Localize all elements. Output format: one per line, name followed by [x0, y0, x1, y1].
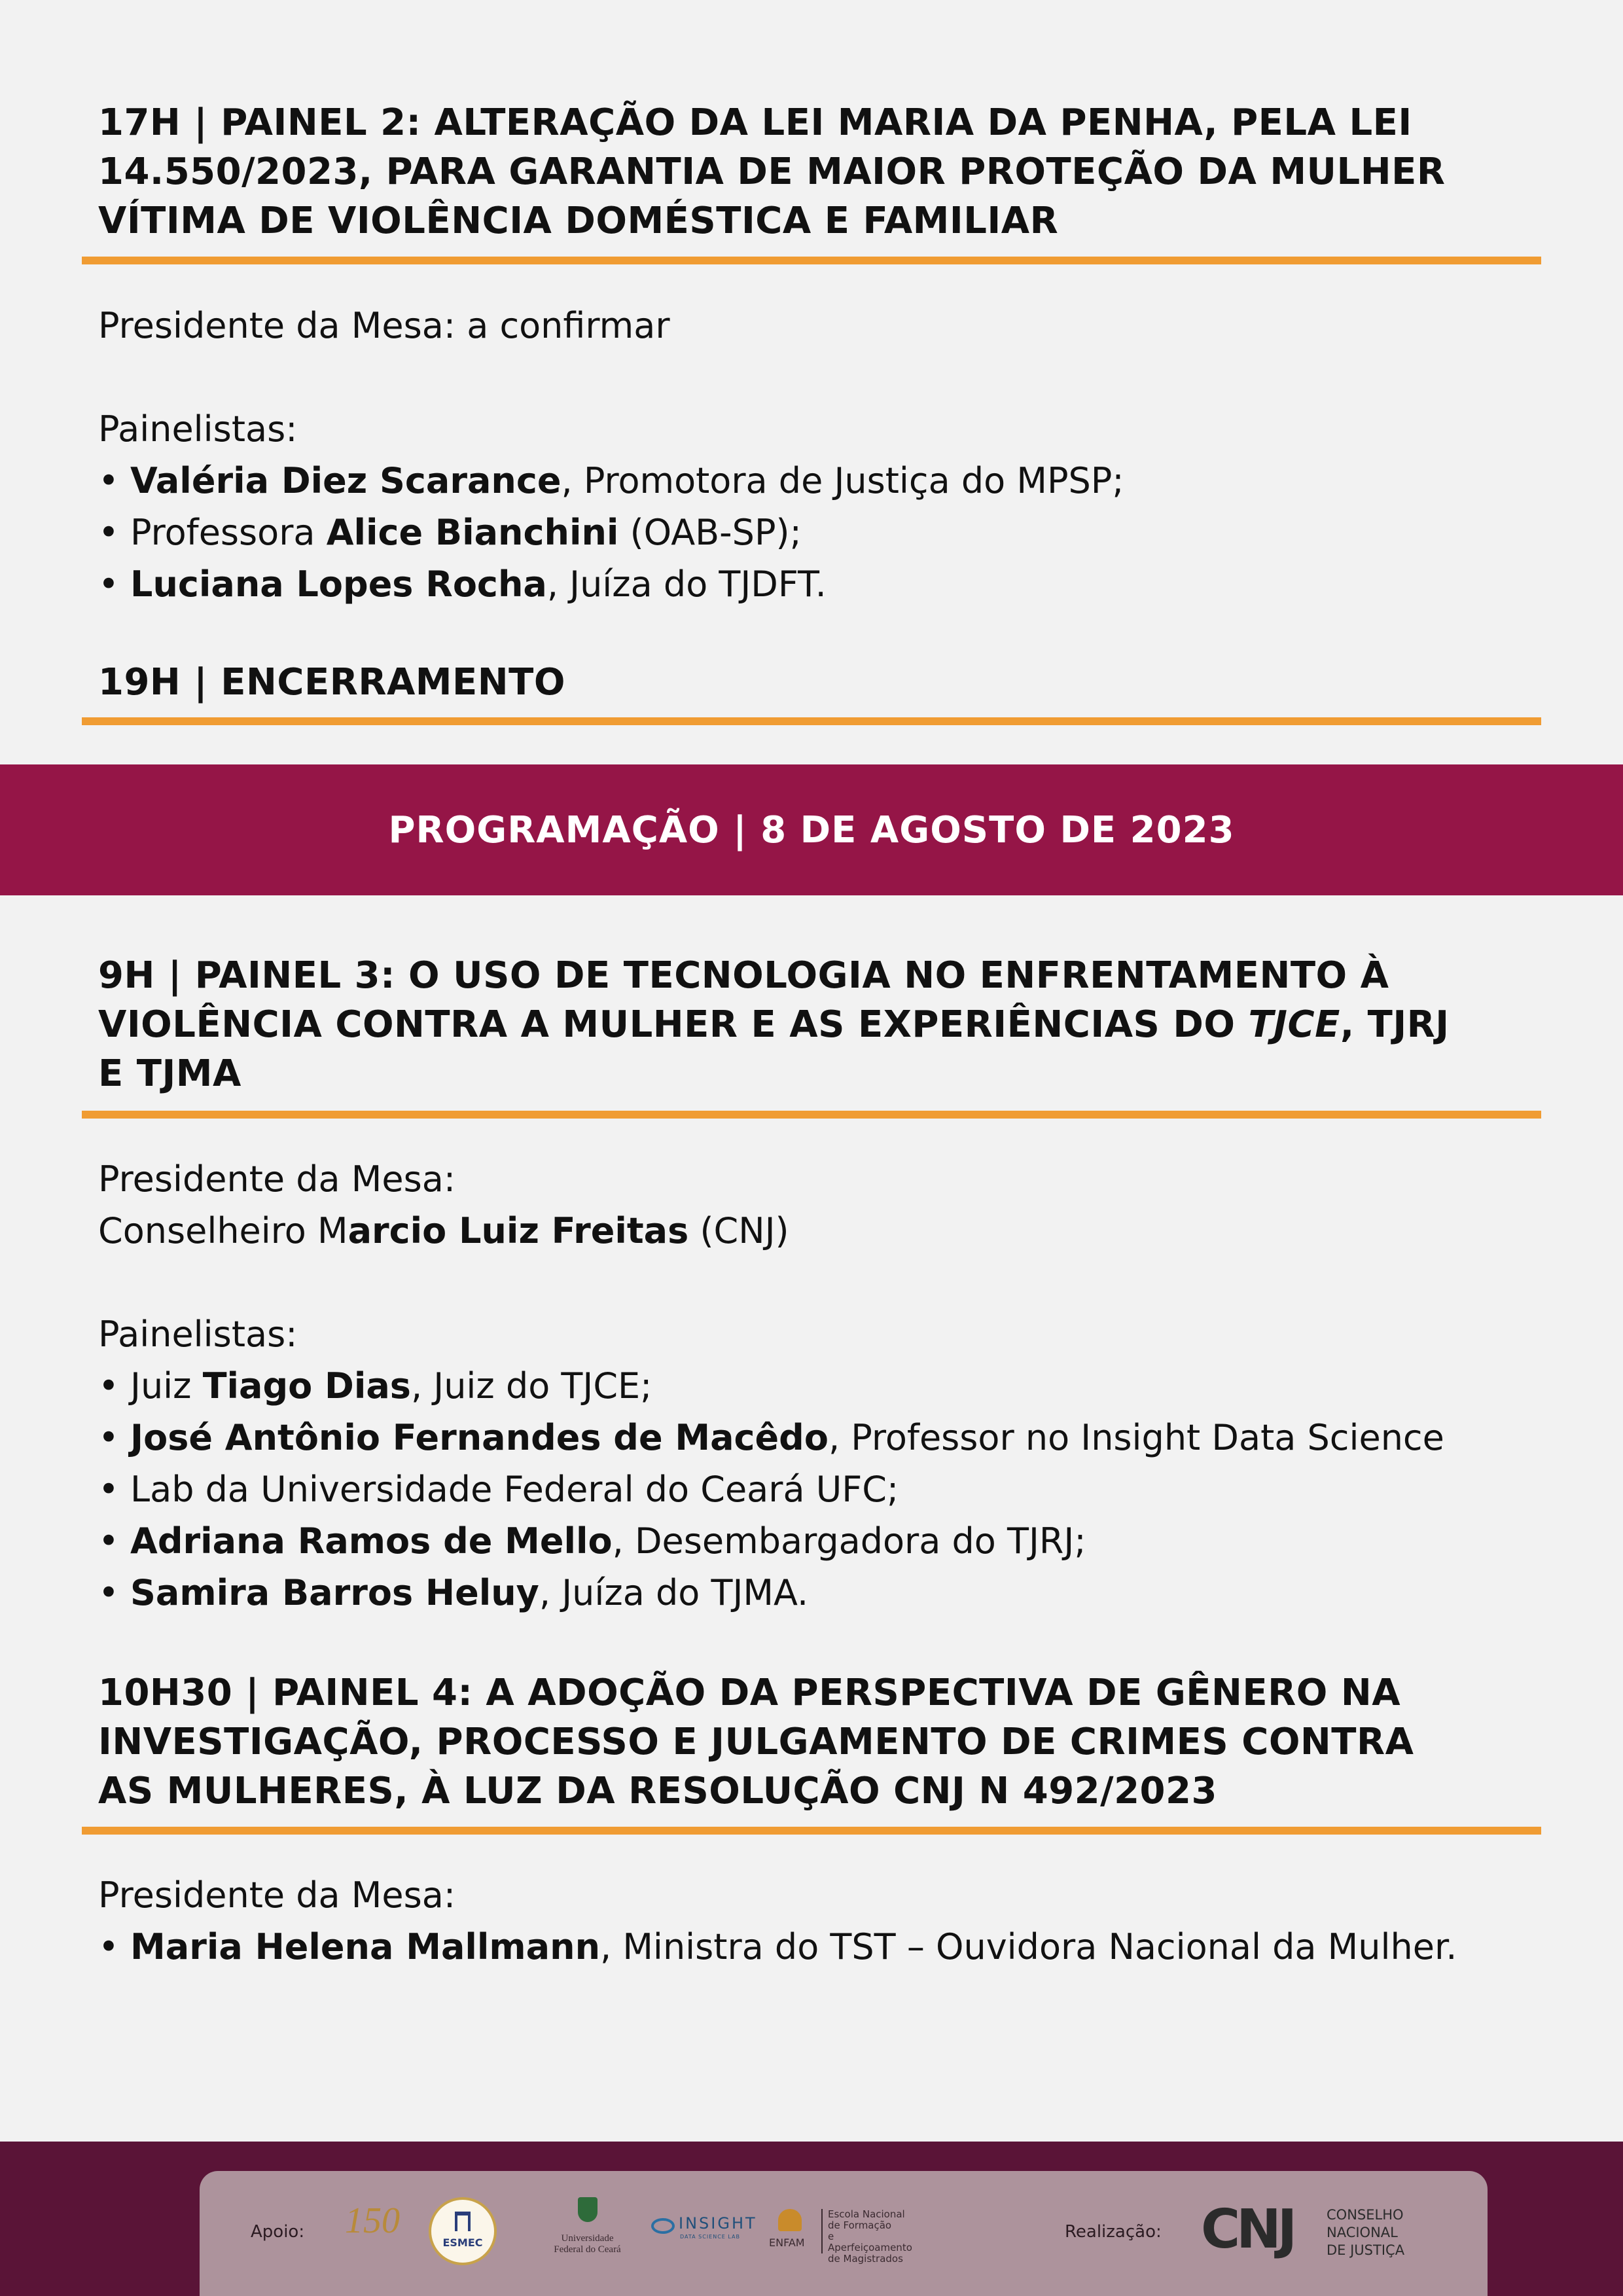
panelist-prefix: • — [98, 1572, 131, 1613]
panelist-role: , Juíza do TJMA. — [539, 1572, 809, 1613]
cnj-desc-line: CONSELHO — [1327, 2207, 1404, 2223]
tjce-150-logo — [345, 2191, 400, 2269]
panelist-item — [98, 507, 1525, 558]
painel3-heading-text: , TJRJ — [1340, 1003, 1450, 1046]
enfam-desc-line: e Aperfeiçoamento — [828, 2231, 912, 2253]
painel3-heading-emphasis: TJCE — [1248, 1003, 1340, 1046]
panelist-name: Alice Bianchini — [326, 512, 619, 553]
panelist-role: , Juiz do TJCE; — [410, 1365, 652, 1407]
insight-logo — [651, 2210, 757, 2250]
ufc-text-line: Federal do Ceará — [554, 2244, 621, 2255]
enfam-desc-line: Escola Nacional — [828, 2208, 905, 2220]
panelist-item — [98, 558, 1525, 610]
panelist-item — [98, 1412, 1525, 1463]
panelist-name: Valéria Diez Scarance — [130, 460, 562, 501]
panelist-prefix: • — [98, 1520, 131, 1562]
president-prefix: • — [98, 1926, 131, 1967]
painel4-heading-line: 10H30 | PAINEL 4: A ADOÇÃO DA PERSPECTIVA DE GÊNERO NA — [98, 1672, 1401, 1714]
president-suffix: (CNJ) — [688, 1210, 789, 1251]
enfam-text: ENFAM — [769, 2236, 805, 2249]
cnj-desc-line: NACIONAL — [1327, 2225, 1398, 2240]
painel3-heading-text: VIOLÊNCIA CONTRA A MULHER E AS EXPERIÊNCIAS DO — [98, 1003, 1249, 1046]
panelist-name: José Antônio Fernandes de Macêdo — [130, 1417, 829, 1458]
painel2-heading-line: 14.550/2023, PARA GARANTIA DE MAIOR PROTEÇÃO DA MULHER — [98, 151, 1446, 193]
panelist-prefix: • Professora — [98, 512, 327, 553]
enfam-emblem-icon — [778, 2209, 802, 2231]
encerramento-title: 19H | ENCERRAMENTO — [98, 661, 565, 704]
tjce-150-text: 150 — [345, 2200, 400, 2241]
painel3-president — [98, 1205, 1525, 1257]
painel3-body — [98, 1153, 1525, 1619]
painel4-heading — [98, 1668, 1525, 1816]
section-divider — [82, 1827, 1541, 1835]
esmec-logo — [429, 2197, 497, 2265]
panelist-name: Tiago Dias — [202, 1365, 411, 1407]
panelist-role: , Desembargadora do TJRJ; — [612, 1520, 1086, 1562]
panelist-item — [98, 1360, 1525, 1412]
insight-text: INSIGHT — [679, 2214, 757, 2233]
cnj-desc-line: DE JUSTIÇA — [1327, 2242, 1405, 2258]
section-divider — [82, 1111, 1541, 1119]
painel2-heading-line: 17H | PAINEL 2: ALTERAÇÃO DA LEI MARIA DA PENHA, PELA LEI — [98, 101, 1412, 144]
enfam-desc-line: de Magistrados — [828, 2253, 903, 2265]
footer — [0, 2142, 1623, 2296]
painel4-body — [98, 1869, 1525, 1973]
painel4-president — [98, 1921, 1525, 1973]
cnj-logo — [1201, 2197, 1417, 2269]
section-divider — [82, 717, 1541, 725]
painel4-president-label: Presidente da Mesa: — [98, 1874, 456, 1916]
panelist-prefix: • Lab da Universidade Federal do Ceará UFC; — [98, 1469, 899, 1510]
enfam-description — [828, 2209, 912, 2265]
insight-sub-text: DATA SCIENCE LAB — [680, 2234, 740, 2240]
painel3-heading-line — [98, 1000, 1525, 1049]
painel2-president: Presidente da Mesa: a confirmar — [98, 305, 670, 346]
panelist-name: Samira Barros Heluy — [130, 1572, 539, 1613]
panelist-item — [98, 1515, 1525, 1567]
cnj-description — [1327, 2206, 1404, 2259]
shield-icon — [578, 2197, 597, 2222]
panelist-item — [98, 455, 1525, 507]
panelist-role: (OAB-SP); — [618, 512, 802, 553]
president-name: arcio Luiz Freitas — [348, 1210, 689, 1251]
enfam-divider — [821, 2209, 823, 2253]
president-role: , Ministra do TST – Ouvidora Nacional da Mulher. — [600, 1926, 1457, 1967]
date-banner-text: PROGRAMAÇÃO | 8 DE AGOSTO DE 2023 — [388, 808, 1235, 852]
cnj-mark: CNJ — [1201, 2198, 1294, 2261]
painel2-heading — [98, 98, 1525, 245]
painel3-president-label: Presidente da Mesa: — [98, 1158, 456, 1200]
painel3-panelists-label: Painelistas: — [98, 1314, 298, 1355]
panelist-item — [98, 1463, 1525, 1515]
panelist-item — [98, 1567, 1525, 1619]
panelist-role: , Juíza do TJDFT. — [546, 564, 827, 605]
column-icon — [455, 2212, 471, 2231]
painel3-heading-line: E TJMA — [98, 1052, 241, 1095]
painel2-panelists-label: Painelistas: — [98, 408, 298, 450]
encerramento-heading — [98, 658, 1525, 707]
panelist-prefix: • — [98, 460, 131, 501]
eye-icon — [651, 2218, 675, 2234]
enfam-desc-line: de Formação — [828, 2219, 892, 2231]
esmec-text: ESMEC — [442, 2236, 483, 2249]
panelist-name: Luciana Lopes Rocha — [130, 564, 547, 605]
panelist-role: , Professor no Insight Data Science — [828, 1417, 1444, 1458]
painel4-heading-line: INVESTIGAÇÃO, PROCESSO E JULGAMENTO DE CRIMES CONTRA — [98, 1721, 1414, 1763]
ufc-logo — [546, 2197, 628, 2269]
enfam-logo — [769, 2208, 912, 2265]
panelist-prefix: • — [98, 564, 131, 605]
ufc-text-line: Universidade — [561, 2233, 614, 2244]
panelist-prefix: • — [98, 1417, 131, 1458]
painel2-body — [98, 300, 1525, 610]
section-divider — [82, 257, 1541, 264]
president-prefix: Conselheiro M — [98, 1210, 348, 1251]
painel3-heading-line: 9H | PAINEL 3: O USO DE TECNOLOGIA NO ENFRENTAMENTO À — [98, 954, 1389, 997]
sponsor-logo-bar — [200, 2171, 1488, 2296]
panelist-name: Adriana Ramos de Mello — [130, 1520, 613, 1562]
realizacao-label: Realização: — [1065, 2222, 1162, 2242]
date-banner — [0, 764, 1623, 895]
painel3-heading — [98, 951, 1525, 1098]
apoio-label: Apoio: — [251, 2222, 305, 2242]
panelist-role: , Promotora de Justiça do MPSP; — [561, 460, 1124, 501]
painel4-heading-line: AS MULHERES, À LUZ DA RESOLUÇÃO CNJ N 492/2023 — [98, 1770, 1217, 1812]
president-name: Maria Helena Mallmann — [130, 1926, 601, 1967]
panelist-prefix: • Juiz — [98, 1365, 203, 1407]
painel2-heading-line: VÍTIMA DE VIOLÊNCIA DOMÉSTICA E FAMILIAR — [98, 200, 1059, 242]
